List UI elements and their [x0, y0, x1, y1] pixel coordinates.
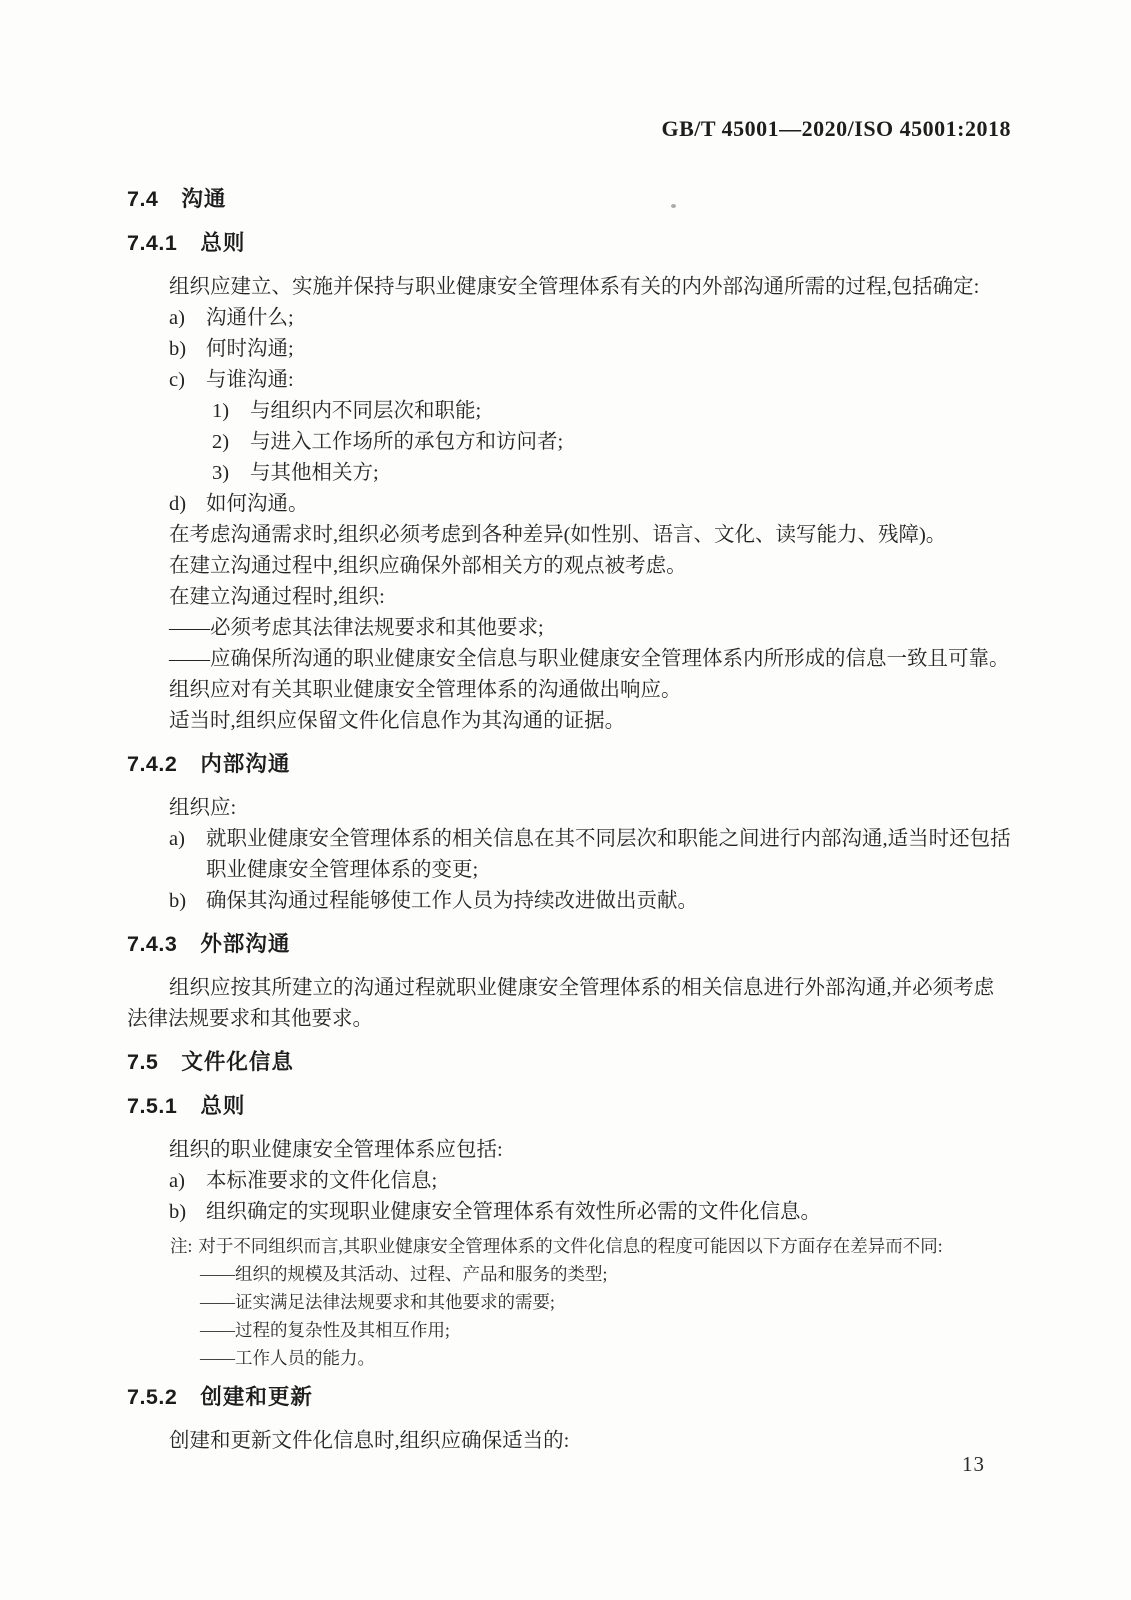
heading-7-4-1 [127, 230, 1012, 256]
list-marker: 2) [212, 431, 230, 453]
note-line [170, 1232, 1012, 1260]
paragraph-741-differences: 在考虑沟通需求时,组织必须考虑到各种差异(如性别、语言、文化、读写能力、残障)。 [169, 524, 947, 546]
list-marker: b) [169, 1201, 187, 1223]
document-body [127, 186, 1012, 1457]
paragraph-741-evidence: 适当时,组织应保留文件化信息作为其沟通的证据。 [169, 710, 626, 732]
note-dash-item: ——工作人员的能力。 [200, 1348, 375, 1368]
dash-item-741-reliable: ——应确保所沟通的职业健康安全信息与职业健康安全管理体系内所形成的信息一致且可靠。 [169, 648, 1010, 670]
sublist-item-741-c3 [212, 458, 1012, 489]
list-text: 组织确定的实现职业健康安全管理体系有效性所必需的文件化信息。 [206, 1201, 821, 1223]
heading-title: 总则 [200, 231, 246, 255]
list-item-741-d [169, 489, 1012, 520]
list-marker: a) [169, 828, 185, 850]
list-marker: c) [169, 369, 185, 391]
heading-number: 7.4.1 [127, 231, 178, 255]
list-text: 确保其沟通过程能够使工作人员为持续改进做出贡献。 [206, 890, 698, 912]
list-text: 沟通什么; [206, 307, 294, 329]
heading-title: 沟通 [181, 187, 227, 211]
note-block [127, 1232, 1012, 1372]
heading-title: 内部沟通 [200, 752, 291, 776]
list-marker: d) [169, 493, 187, 515]
heading-number: 7.5.2 [127, 1385, 178, 1409]
list-text: 与其他相关方; [250, 462, 379, 484]
list-text: 与进入工作场所的承包方和访问者; [250, 431, 564, 453]
list-marker: 1) [212, 400, 230, 422]
heading-number: 7.4.2 [127, 752, 178, 776]
heading-7-4-2 [127, 751, 1012, 777]
heading-7-5-1 [127, 1093, 1012, 1119]
list-item-751-a [169, 1166, 1012, 1197]
list-text: 与组织内不同层次和职能; [250, 400, 482, 422]
paragraph-741-process-lead: 在建立沟通过程时,组织: [169, 586, 385, 608]
list-item-751-b [169, 1197, 1012, 1228]
note-label: 注: [170, 1236, 193, 1256]
note-text: 对于不同组织而言,其职业健康安全管理体系的文件化信息的程度可能因以下方面存在差异而不同: [198, 1236, 943, 1256]
heading-number: 7.4.3 [127, 932, 178, 956]
paragraph-741-respond: 组织应对有关其职业健康安全管理体系的沟通做出响应。 [169, 679, 682, 701]
dash-item-741-legal: ——必须考虑其法律法规要求和其他要求; [169, 617, 544, 639]
note-dash-item: ——过程的复杂性及其相互作用; [200, 1320, 450, 1340]
heading-title: 外部沟通 [200, 932, 291, 956]
note-dash-item: ——证实满足法律法规要求和其他要求的需要; [200, 1292, 555, 1312]
heading-title: 总则 [200, 1094, 246, 1118]
note-dash-item: ——组织的规模及其活动、过程、产品和服务的类型; [200, 1264, 608, 1284]
running-header [661, 116, 1011, 142]
standard-code: GB/T 45001—2020/ISO 45001:2018 [661, 116, 1011, 141]
list-marker: a) [169, 307, 185, 329]
list-text: 与谁沟通: [206, 369, 294, 391]
sublist-item-741-c1 [212, 396, 1012, 427]
heading-7-4 [127, 186, 1012, 212]
list-text: 如何沟通。 [206, 493, 309, 515]
heading-title: 文件化信息 [181, 1050, 294, 1074]
list-marker: a) [169, 1170, 185, 1192]
list-text: 何时沟通; [206, 338, 294, 360]
list-text: 本标准要求的文件化信息; [206, 1170, 438, 1192]
paragraph-741-external-views: 在建立沟通过程中,组织应确保外部相关方的观点被考虑。 [169, 555, 687, 577]
list-marker: 3) [212, 462, 230, 484]
heading-number: 7.5 [127, 1050, 159, 1074]
heading-7-5 [127, 1049, 1012, 1075]
heading-number: 7.4 [127, 187, 159, 211]
list-marker: b) [169, 338, 187, 360]
list-item-742-b [169, 886, 1012, 917]
paragraph-751-intro: 组织的职业健康安全管理体系应包括: [169, 1139, 503, 1161]
heading-7-5-2 [127, 1384, 1012, 1410]
sublist-item-741-c2 [212, 427, 1012, 458]
heading-7-4-3 [127, 931, 1012, 957]
list-item-742-a [169, 824, 1012, 886]
heading-title: 创建和更新 [200, 1385, 313, 1409]
list-item-741-b [169, 334, 1012, 365]
list-marker: b) [169, 890, 187, 912]
paragraph-741-intro: 组织应建立、实施并保持与职业健康安全管理体系有关的内外部沟通所需的过程,包括确定: [169, 276, 980, 298]
list-item-741-a [169, 303, 1012, 334]
page-number: 13 [962, 1452, 985, 1476]
list-text: 就职业健康安全管理体系的相关信息在其不同层次和职能之间进行内部沟通,适当时还包括职业健康安全管理体系的变更; [206, 828, 1011, 881]
list-item-741-c [169, 365, 1012, 396]
paragraph-742-intro: 组织应: [169, 797, 237, 819]
paragraph-752: 创建和更新文件化信息时,组织应确保适当的: [169, 1430, 570, 1452]
heading-number: 7.5.1 [127, 1094, 178, 1118]
paragraph-743: 组织应按其所建立的沟通过程就职业健康安全管理体系的相关信息进行外部沟通,并必须考虑法律法规要求和其他要求。 [127, 977, 995, 1030]
